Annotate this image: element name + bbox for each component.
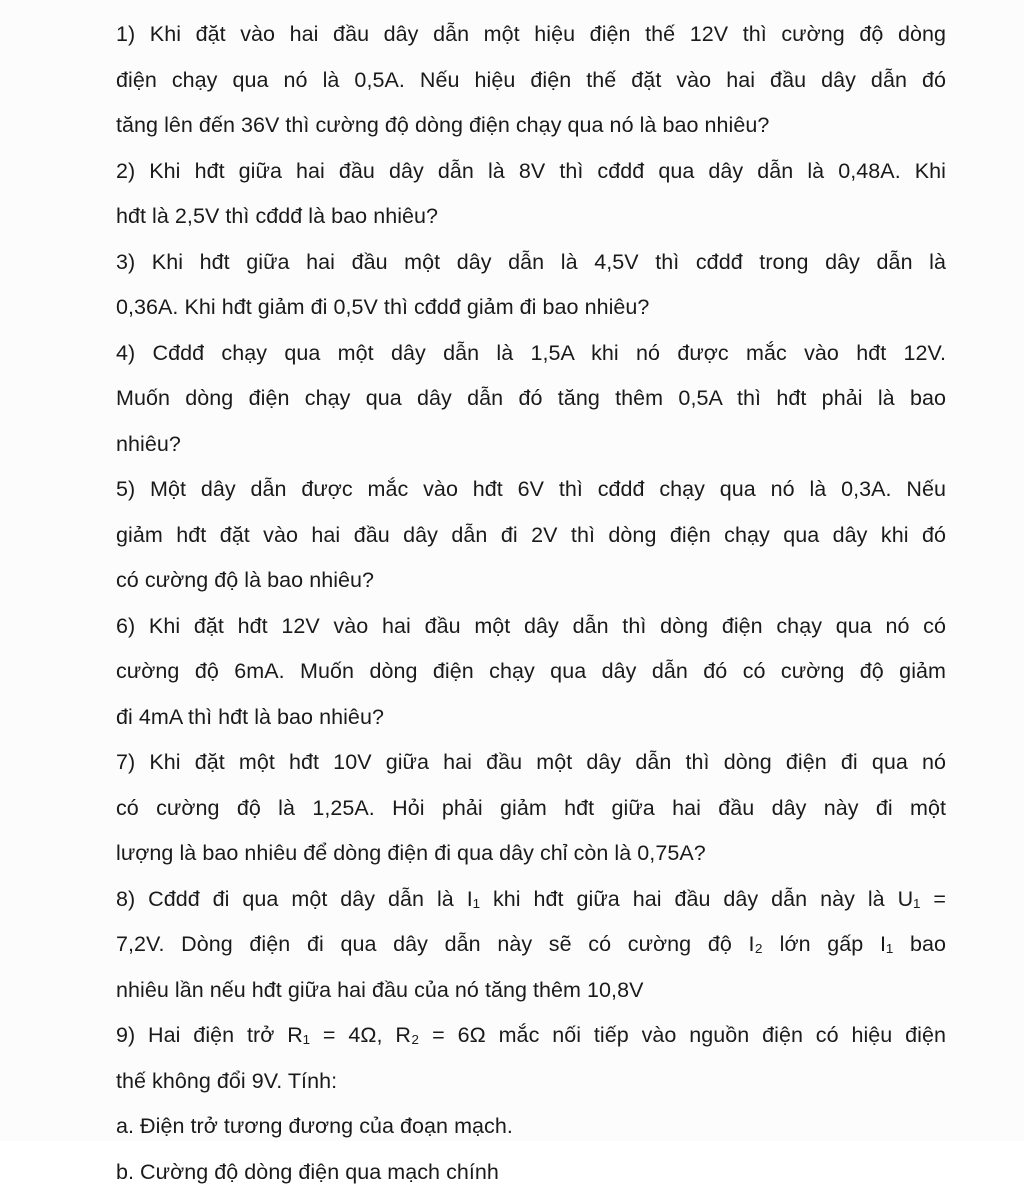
text-line: 9) Hai điện trở R₁ = 4Ω, R₂ = 6Ω mắc nối tiếp vào nguồn điện có hiệu điện [116,1013,946,1059]
text-line: 3) Khi hđt giữa hai đầu một dây dẫn là 4,5V thì cđdđ trong dây dẫn là [116,240,946,286]
text-line: nhiêu? [116,422,946,468]
text-line: cường độ 6mA. Muốn dòng điện chạy qua dây dẫn đó có cường độ giảm [116,649,946,695]
text-line: có cường độ là 1,25A. Hỏi phải giảm hđt giữa hai đầu dây này đi một [116,786,946,832]
text-line: 7) Khi đặt một hđt 10V giữa hai đầu một dây dẫn thì dòng điện đi qua nó [116,740,946,786]
text-line: Muốn dòng điện chạy qua dây dẫn đó tăng thêm 0,5A thì hđt phải là bao [116,376,946,422]
text-line: b. Cường độ dòng điện qua mạch chính [116,1150,946,1195]
text-line: 5) Một dây dẫn được mắc vào hđt 6V thì cđdđ chạy qua nó là 0,3A. Nếu [116,467,946,513]
text-line: điện chạy qua nó là 0,5A. Nếu hiệu điện thế đặt vào hai đầu dây dẫn đó [116,58,946,104]
text-line: lượng là bao nhiêu để dòng điện đi qua dây chỉ còn là 0,75A? [116,831,946,877]
text-line: 8) Cđdđ đi qua một dây dẫn là I₁ khi hđt giữa hai đầu dây dẫn này là U₁ = [116,877,946,923]
text-line: a. Điện trở tương đương của đoạn mạch. [116,1104,946,1150]
text-line: 1) Khi đặt vào hai đầu dây dẫn một hiệu điện thế 12V thì cường độ dòng [116,12,946,58]
text-line: có cường độ là bao nhiêu? [116,558,946,604]
text-line: nhiêu lần nếu hđt giữa hai đầu của nó tăng thêm 10,8V [116,968,946,1014]
text-line: 0,36A. Khi hđt giảm đi 0,5V thì cđdđ giảm đi bao nhiêu? [116,285,946,331]
text-line: đi 4mA thì hđt là bao nhiêu? [116,695,946,741]
text-line: 2) Khi hđt giữa hai đầu dây dẫn là 8V thì cđdđ qua dây dẫn là 0,48A. Khi [116,149,946,195]
exercise-list [116,12,946,1195]
text-line: tăng lên đến 36V thì cường độ dòng điện chạy qua nó là bao nhiêu? [116,103,946,149]
text-line: thế không đổi 9V. Tính: [116,1059,946,1105]
text-line: hđt là 2,5V thì cđdđ là bao nhiêu? [116,194,946,240]
text-line: 7,2V. Dòng điện đi qua dây dẫn này sẽ có cường độ I₂ lớn gấp I₁ bao [116,922,946,968]
text-line: 4) Cđdđ chạy qua một dây dẫn là 1,5A khi nó được mắc vào hđt 12V. [116,331,946,377]
text-line: giảm hđt đặt vào hai đầu dây dẫn đi 2V thì dòng điện chạy qua dây khi đó [116,513,946,559]
text-line: 6) Khi đặt hđt 12V vào hai đầu một dây dẫn thì dòng điện chạy qua nó có [116,604,946,650]
